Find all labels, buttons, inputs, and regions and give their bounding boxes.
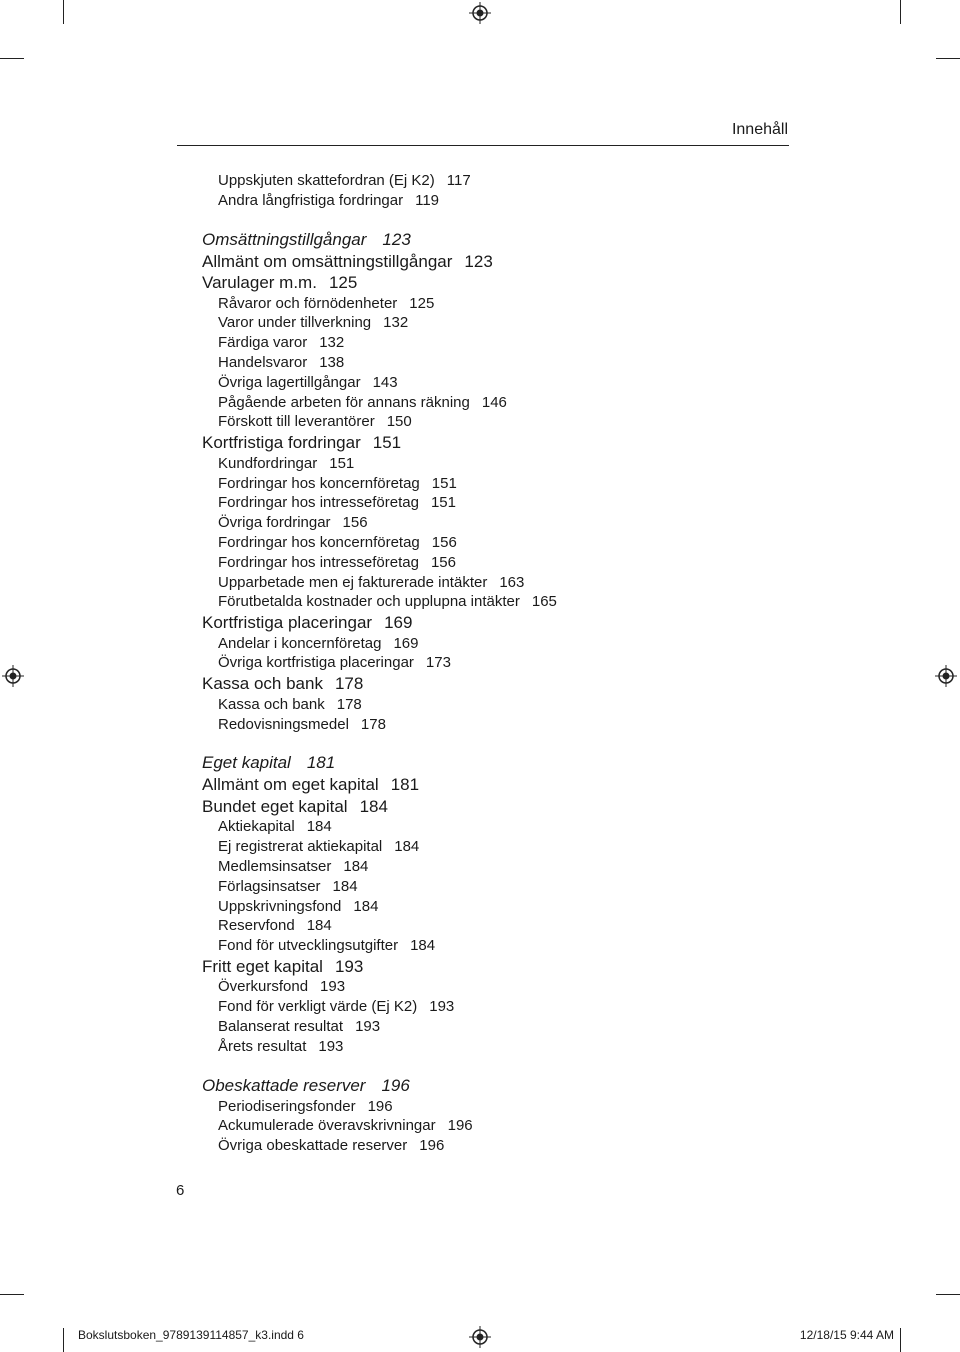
registration-mark-icon — [469, 2, 491, 24]
toc-entry-label: Årets resultat — [218, 1037, 307, 1055]
toc-entry-page: 169 — [384, 613, 413, 633]
toc-subsection — [218, 334, 344, 351]
toc-entry-label: Andelar i koncernföretag — [218, 634, 382, 652]
toc-entry-page: 196 — [419, 1137, 445, 1155]
slug-date: 12/18/15 9:44 AM — [799, 1328, 894, 1342]
toc-entry-page: 178 — [336, 695, 362, 713]
toc-entry-label: Allmänt om omsättningstillgångar — [202, 251, 453, 271]
toc-chapter — [202, 753, 335, 773]
toc-subsection — [218, 514, 368, 531]
toc-section — [202, 674, 363, 694]
toc-entry-page: 123 — [382, 229, 411, 249]
crop-mark — [900, 1328, 901, 1352]
toc-entry-page: 163 — [499, 573, 525, 591]
crop-mark — [900, 0, 901, 24]
toc-subsection — [218, 593, 557, 610]
toc-entry-page: 181 — [306, 753, 336, 773]
toc-entry-label: Övriga obeskattade reserver — [218, 1137, 408, 1155]
toc-section — [202, 252, 493, 272]
toc-subsection — [218, 898, 378, 915]
toc-entry-label: Färdiga varor — [218, 334, 308, 352]
toc-entry-page: 184 — [353, 897, 379, 915]
toc-entry-label: Periodiseringsfonder — [218, 1097, 356, 1115]
toc-entry-label: Kassa och bank — [202, 674, 323, 694]
toc-subsection — [218, 394, 507, 411]
toc-entry-label: Andra långfristiga fordringar — [218, 191, 404, 209]
toc-entry-label: Råvaror och förnödenheter — [218, 294, 398, 312]
toc-entry-page: 178 — [360, 715, 386, 733]
toc-entry-page: 193 — [318, 1037, 344, 1055]
page-number: 6 — [176, 1182, 185, 1199]
toc-entry-label: Fond för verkligt värde (Ej K2) — [218, 998, 418, 1016]
toc-chapter — [202, 1076, 410, 1096]
toc-subsection — [218, 1137, 444, 1154]
toc-chapter — [202, 230, 411, 250]
toc-subsection — [218, 858, 368, 875]
toc-subsection — [218, 374, 398, 391]
toc-entry-page: 143 — [372, 373, 398, 391]
toc-subsection — [218, 192, 439, 209]
registration-mark-icon — [2, 665, 24, 687]
toc-subsection — [218, 654, 451, 671]
toc-subsection — [218, 295, 434, 312]
toc-entry-page: 196 — [447, 1117, 473, 1135]
toc-entry-page: 184 — [394, 838, 420, 856]
toc-entry-label: Pågående arbeten för annans räkning — [218, 393, 470, 411]
toc-subsection — [218, 998, 454, 1015]
toc-entry-label: Redovisningsmedel — [218, 715, 349, 733]
toc-entry-page: 193 — [320, 978, 346, 996]
toc-entry-page: 196 — [381, 1075, 410, 1095]
toc-section — [202, 613, 412, 633]
toc-entry-page: 184 — [332, 877, 358, 895]
toc-entry-page: 117 — [446, 172, 471, 189]
toc-subsection — [218, 413, 412, 430]
toc-entry-page: 184 — [410, 937, 436, 955]
toc-entry-page: 156 — [342, 514, 368, 532]
toc-entry-page: 165 — [531, 593, 557, 611]
toc-entry-page: 196 — [367, 1097, 393, 1115]
toc-entry-label: Medlemsinsatser — [218, 857, 332, 875]
toc-subsection — [218, 455, 354, 472]
crop-mark — [0, 58, 24, 59]
toc-section — [202, 797, 388, 817]
header-rule — [177, 145, 789, 146]
toc-entry-page: 123 — [464, 251, 493, 271]
toc-subsection — [218, 978, 345, 995]
toc-entry-label: Kassa och bank — [218, 695, 325, 713]
toc-entry-page: 181 — [390, 775, 420, 795]
crop-mark — [936, 1294, 960, 1295]
toc-entry-page: 119 — [415, 191, 440, 209]
toc-entry-page: 193 — [429, 998, 455, 1016]
toc-entry-page: 125 — [328, 273, 358, 293]
toc-entry-page: 151 — [431, 474, 457, 492]
toc-subsection — [218, 354, 344, 371]
toc-subsection — [218, 534, 457, 551]
toc-section — [202, 273, 357, 293]
toc-entry-label: Reservfond — [218, 917, 295, 935]
toc-entry-page: 184 — [343, 857, 369, 875]
toc-entry-page: 138 — [319, 354, 345, 371]
toc-entry-page: 173 — [425, 654, 451, 672]
toc-subsection — [218, 1038, 343, 1055]
toc-entry-label: Varulager m.m. — [202, 273, 317, 293]
toc-entry-label: Eget kapital — [202, 753, 291, 773]
toc-entry-label: Fordringar hos koncernföretag — [218, 533, 420, 551]
toc-entry-page: 132 — [319, 334, 345, 352]
toc-subsection — [218, 554, 456, 571]
crop-mark — [63, 1328, 64, 1352]
crop-mark — [936, 58, 960, 59]
toc-subsection — [218, 696, 362, 713]
toc-subsection — [218, 1117, 473, 1134]
toc-entry-page: 184 — [306, 818, 332, 836]
toc-entry-label: Uppskjuten skattefordran (Ej K2) — [218, 172, 435, 189]
toc-entry-label: Allmänt om eget kapital — [202, 775, 379, 795]
toc-entry-label: Obeskattade reserver — [202, 1075, 366, 1095]
toc-entry-label: Ackumulerade överavskrivningar — [218, 1117, 436, 1135]
toc-section — [202, 775, 419, 795]
toc-entry-page: 184 — [306, 917, 332, 935]
toc-entry-page: 156 — [430, 553, 456, 571]
toc-subsection — [218, 494, 456, 511]
toc-entry-label: Övriga fordringar — [218, 514, 331, 532]
toc-entry-label: Övriga lagertillgångar — [218, 373, 361, 391]
toc-subsection — [218, 838, 419, 855]
registration-mark-icon — [935, 665, 957, 687]
toc-subsection — [218, 917, 332, 934]
toc-entry-page: 184 — [359, 796, 388, 816]
toc-entry-page: 125 — [409, 294, 435, 312]
toc-section — [202, 957, 363, 977]
toc-entry-page: 146 — [481, 393, 507, 411]
toc-entry-label: Bundet eget kapital — [202, 796, 348, 816]
toc-entry-label: Förlagsinsatser — [218, 877, 321, 895]
toc-subsection — [218, 1018, 380, 1035]
toc-entry-page: 178 — [334, 674, 364, 694]
toc-entry-label: Fordringar hos intresseföretag — [218, 553, 419, 571]
toc-entry-label: Kundfordringar — [218, 454, 318, 472]
toc-subsection — [218, 574, 524, 591]
toc-entry-page: 151 — [372, 433, 402, 453]
toc-entry-label: Varor under tillverkning — [218, 314, 372, 332]
toc-entry-label: Kortfristiga fordringar — [202, 433, 361, 453]
toc-subsection — [218, 716, 386, 733]
toc-entry-label: Fordringar hos intresseföretag — [218, 494, 419, 512]
toc-entry-label: Aktiekapital — [218, 818, 295, 836]
toc-subsection — [218, 818, 332, 835]
crop-mark — [63, 0, 64, 24]
running-header-title: Innehåll — [731, 121, 788, 138]
toc-entry-page: 156 — [431, 533, 457, 551]
toc-entry-page: 169 — [393, 634, 419, 652]
crop-mark — [0, 1294, 24, 1295]
toc-subsection — [218, 878, 358, 895]
toc-entry-label: Övriga kortfristiga placeringar — [218, 654, 414, 672]
toc-subsection — [218, 172, 471, 189]
toc-entry-label: Fordringar hos koncernföretag — [218, 474, 420, 492]
toc-entry-page: 150 — [386, 413, 412, 431]
toc-entry-label: Omsättningstillgångar — [202, 229, 367, 249]
toc-entry-label: Förskott till leverantörer — [218, 413, 375, 431]
toc-entry-label: Kortfristiga placeringar — [202, 613, 373, 633]
slug-filename: Bokslutsboken_9789139114857_k3.indd 6 — [78, 1328, 304, 1342]
toc-entry-page: 151 — [329, 454, 355, 472]
toc-subsection — [218, 314, 408, 331]
registration-mark-icon — [469, 1326, 491, 1348]
toc-section — [202, 433, 401, 453]
toc-subsection — [218, 1098, 393, 1115]
toc-subsection — [218, 937, 435, 954]
toc-entry-label: Överkursfond — [218, 978, 309, 996]
toc-entry-label: Förutbetalda kostnader och upplupna intäkter — [218, 593, 520, 611]
toc-entry-label: Fond för utvecklingsutgifter — [218, 937, 399, 955]
toc-subsection — [218, 475, 457, 492]
toc-subsection — [218, 635, 418, 652]
toc-entry-page: 193 — [334, 956, 364, 976]
toc-entry-label: Handelsvaror — [218, 354, 308, 371]
toc-entry-page: 193 — [355, 1018, 381, 1035]
toc-entry-label: Fritt eget kapital — [202, 956, 323, 976]
toc-entry-page: 151 — [430, 494, 456, 512]
toc-entry-page: 132 — [383, 314, 409, 332]
toc-entry-label: Uppskrivningsfond — [218, 897, 342, 915]
toc-entry-label: Upparbetade men ej fakturerade intäkter — [218, 573, 488, 591]
toc-entry-label: Balanserat resultat — [218, 1018, 344, 1035]
toc-entry-label: Ej registrerat aktiekapital — [218, 838, 383, 856]
